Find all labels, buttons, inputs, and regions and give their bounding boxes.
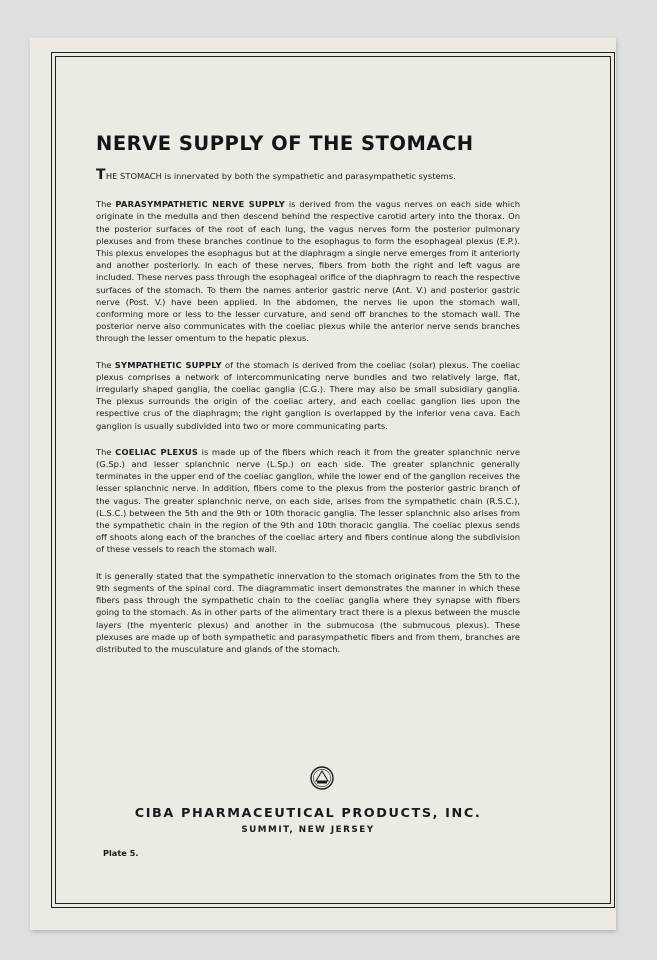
coeliac-term: COELIAC PLEXUS [115, 446, 199, 457]
parasympathetic-text: is derived from the vagus nerves on each side which originate in the medulla and then descend behind the respective carotid artery into the thorax. On the posterior surfaces of the root of each lung, the vagus nerves form the posterior pulmonary plexuses and from these branches continue to the esophagus to form the esophageal plexus (E.P.). This plexus envelopes the esophagus but at the diaphragm a single nerve emerges from it anteriorly and another posteriorly. In each of these nerves, fibers from both the right and left vagus are included. These nerves pass through the esophageal orifice of the diaphragm to reach the respective surfaces of the stomach. To them the names anterior gastric nerve (Ant. V.) and posterior gastric nerve (Post. V.) have been applied. In the abdomen, the nerves lie upon the stomach wall, conforming more or less to the lesser curvature, and send off branches to the stomach wall. The posterior nerve also communicates with the coeliac plexus while the anterior nerve sends branches through the lesser omentum to the hepatic plexus. [96, 199, 520, 344]
intro-dropcap: T [96, 167, 106, 183]
parasympathetic-lead: The [96, 199, 116, 210]
plate-number: Plate 5. [103, 848, 139, 858]
coeliac-lead: The [96, 446, 116, 457]
sympathetic-term: SYMPATHETIC SUPPLY [114, 359, 222, 370]
intro-paragraph [96, 169, 520, 182]
page-title: NERVE SUPPLY OF THE STOMACH [96, 132, 474, 155]
sympathetic-text: of the stomach is derived from the coeliac (solar) plexus. The coeliac plexus comprises a network of intercommunicating nerve bundles and two relatively large, flat, irregularly shaped ganglia, the coeliac ganglia (C.G.). There may also be small subsidiary ganglia. The plexus surrounds the origin of the coeliac artery, and each coeliac ganglion lies upon the respective crus of the diaphragm; the right ganglion is overlapped by the inferior vena cava. Each ganglion is usually subdivided into two or more communicating parts. [96, 359, 521, 431]
general-paragraph: It is generally stated that the sympathetic innervation to the stomach originates from the 5th to the 9th segments of the spinal cord. The diagrammatic insert demonstrates the manner in which these fibers pass through the sympathetic chain to the coeliac ganglia where they synapse with fibers going to the stomach. As in other parts of the alimentary tract there is a plexus between the muscle layers (the myenteric plexus) and another in the submucosa (the submucous plexus). These plexuses are made up of both sympathetic and parasympathetic fibers and from them, branches are distributed to the musculature and glands of the stomach. [96, 570, 520, 654]
company-city: SUMMIT, NEW JERSEY [241, 825, 375, 835]
intro-head: HE STOMACH [105, 171, 162, 181]
company-name: CIBA PHARMACEUTICAL PRODUCTS, INC. [134, 806, 482, 821]
ciba-logo-icon [310, 766, 334, 790]
sympathetic-paragraph [96, 359, 520, 432]
coeliac-text: is made up of the fibers which reach it from the greater splanchnic nerve (G.Sp.) and lesser splanchnic nerve (L.Sp.) on each side. The greater splanchnic generally terminates in the upper end of the coeliac ganglion, while the lower end of the ganglion receives the lesser splanchnic nerve. In addition, fibers come to the plexus from the posterior gastric branch of the vagus. The greater splanchnic nerve, on each side, arises from the sympathetic chain (R.S.C.), (L.S.C.) between the 5th and the 9th or 10th thoracic ganglia. The lesser splanchnic also arises from the sympathetic chain in the region of the 9th and 10th thoracic ganglia. The coeliac plexus sends off shoots along each of the branches of the coeliac artery and fibers continue along the subdivision of these vessels to reach the stomach wall. [96, 446, 520, 555]
parasympathetic-paragraph [96, 198, 520, 344]
coeliac-paragraph [96, 446, 520, 556]
parasympathetic-term: PARASYMPATHETIC NERVE SUPPLY [115, 199, 286, 210]
document-body [96, 132, 520, 669]
intro-text: is innervated by both the sympathetic and parasympathetic systems. [161, 171, 456, 181]
sympathetic-lead: The [96, 359, 115, 370]
